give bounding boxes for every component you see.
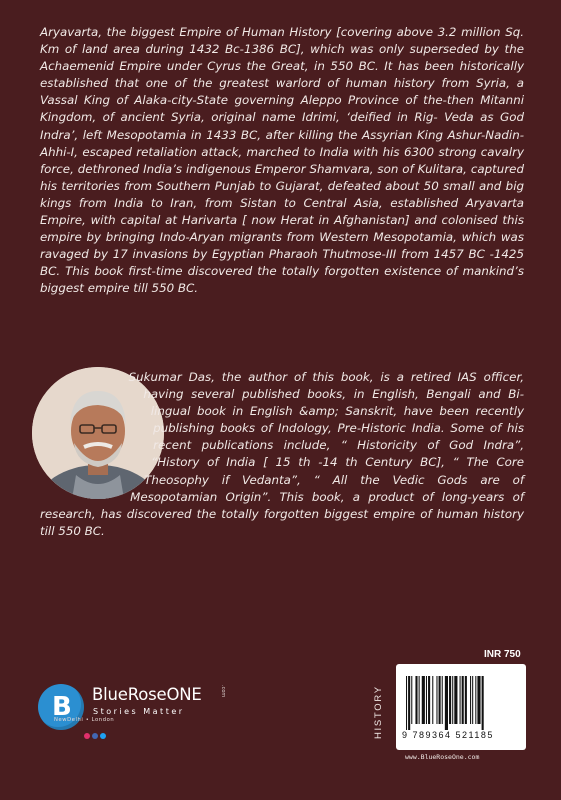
barcode-bar xyxy=(460,676,461,724)
publisher-logo-mark xyxy=(38,684,84,730)
barcode-bar xyxy=(419,676,420,724)
barcode-bars xyxy=(406,676,516,730)
barcode-bar xyxy=(452,676,453,724)
barcode-bar xyxy=(408,676,410,730)
publisher-domain-suffix: .com xyxy=(220,685,226,698)
author-bio xyxy=(40,369,524,540)
logo-letter: B xyxy=(52,692,72,722)
barcode-bar xyxy=(449,676,451,724)
publisher-website: www.BlueRoseOne.com xyxy=(405,753,480,761)
barcode-bar xyxy=(462,676,464,724)
barcode-bar xyxy=(475,676,476,724)
barcode-bar xyxy=(454,676,457,724)
barcode-bar xyxy=(411,676,412,724)
publisher-name-main: BlueRose xyxy=(92,685,167,704)
barcode-bar xyxy=(465,676,467,724)
publisher-tagline: Stories Matter xyxy=(93,707,185,716)
barcode-bar xyxy=(415,676,417,724)
barcode-bar xyxy=(472,676,473,724)
publisher-name xyxy=(92,685,202,704)
barcode-bar xyxy=(470,676,471,724)
barcode-bar xyxy=(432,676,433,724)
barcode-bar xyxy=(426,676,427,724)
barcode-bar xyxy=(445,676,448,730)
publisher-cities: NewDelhi • London xyxy=(54,717,115,723)
isbn-number: 9 789364 521185 xyxy=(402,730,494,740)
social-icons xyxy=(84,733,106,739)
barcode-bar xyxy=(477,676,480,724)
publisher-name-suffix: ONE xyxy=(166,685,202,704)
instagram-icon xyxy=(84,733,90,739)
barcode-bar xyxy=(406,676,407,730)
publisher-logo xyxy=(38,682,258,742)
barcode-bar xyxy=(422,676,425,724)
category-label: HISTORY xyxy=(373,685,384,739)
isbn-barcode xyxy=(396,664,526,750)
price-label: INR 750 xyxy=(484,649,521,660)
author-bio-text: Sukumar Das, the author of this book, is a retired IAS officer, having several published books, in English, Bengali and Bi-lingual book in English &amp; Sanskrit, have been recently publishing books of Indology, Pre-Historic India. Some of his recent publications include, “ Historicity of God Indra”, “History of India [ 15 th -14 th Century BC], “ The Core Theosophy if Vedanta”, “ All the Vedic Gods are of Mesopotamian Origin”. This book, a product of long-years of research, has discovered the totally forgotten biggest empire of human history till 550 BC. xyxy=(40,370,524,538)
barcode-bar xyxy=(482,676,484,730)
barcode-bar xyxy=(439,676,441,724)
barcode-bar xyxy=(428,676,430,724)
barcode-bar xyxy=(442,676,443,724)
back-cover-blurb: Aryavarta, the biggest Empire of Human History [covering above 3.2 million Sq. Km of land area during 1432 Bc-1386 BC], which was only superseded by the Achaemenid Empire under Cyrus the Great, in 550 BC. It has been historically established that one of the greatest warlord of human history from Syria, a Vassal King of Alaka-city-State governing Aleppo Province of the-then Mitanni Kingdom, of ancient Syria, original name Idrimi, ‘deified in Rig- Veda as God Indra’, left Mesopotamia in 1433 BC, after killing the Assyrian King Ashur-Nadin-Ahhi-I, escaped retaliation attack, marched to India with his 6300 strong cavalry force, dethroned India’s indigenous Emperor Shamvara, son of Kulitara, captured his territories from Southern Punjab to Gujarat, defeated about 50 small and big kings from India to Iran, from Sistan to Central Asia, established Aryavarta Empire, with capital at Harivarta [ now Herat in Afghanistan] and colonised this empire by bringing Indo-Aryan migrants from Western Mesopotamia, which was ravaged by 17 invasions by Egyptian Pharaoh Thutmose-III from 1457 BC -1425 BC. This book first-time discovered the totally forgotten existence of mankind’s biggest empire till 550 BC. xyxy=(40,25,524,296)
facebook-icon xyxy=(92,733,98,739)
barcode-bar xyxy=(436,676,437,724)
twitter-icon xyxy=(100,733,106,739)
